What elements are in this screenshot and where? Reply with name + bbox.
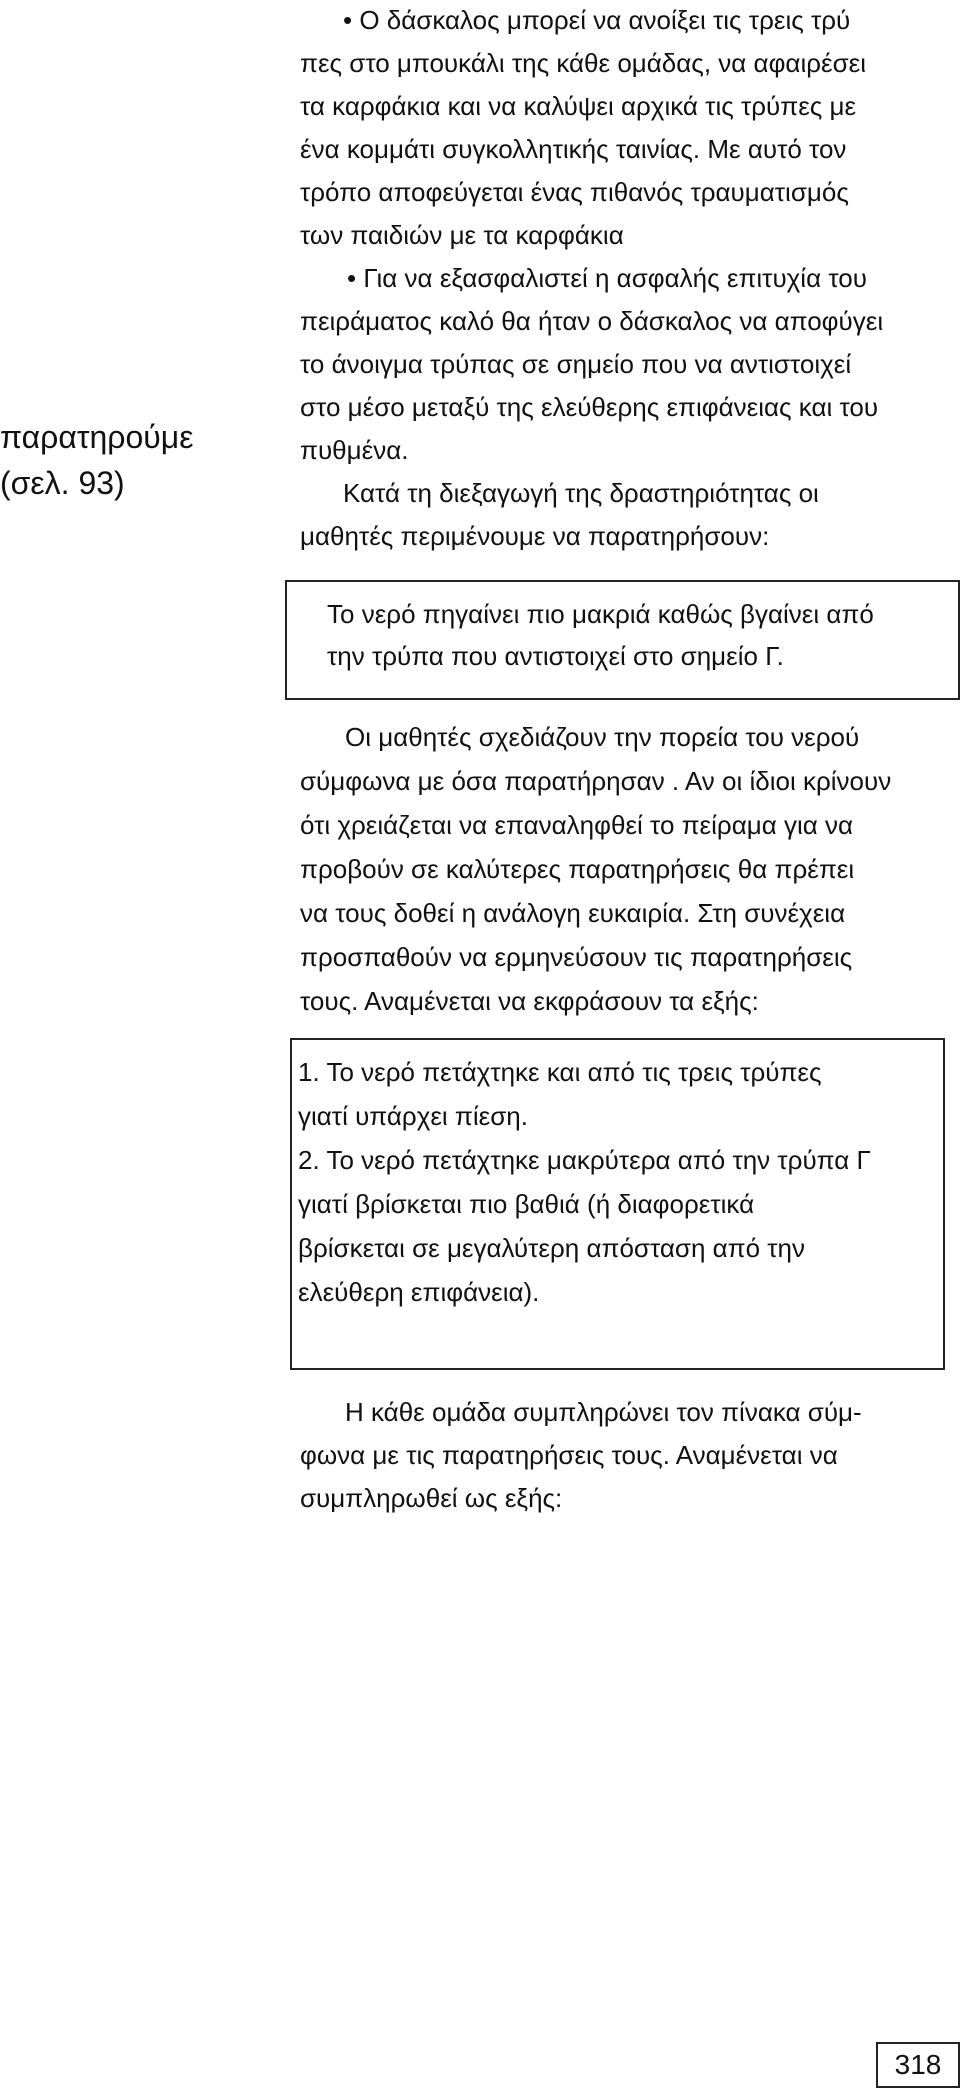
explanation-box <box>290 1038 945 1370</box>
text-line: τα καρφάκια και να καλύψει αρχικά τις τρύπες με <box>300 91 857 121</box>
text-line: στο μέσο μεταξύ της ελεύθερης επιφάνειας και του <box>300 392 879 422</box>
text-line: μαθητές περιμένουμε να παρατηρήσουν: <box>300 521 770 551</box>
text-line: πυθμένα. <box>300 435 409 465</box>
text-line: πες στο μπουκάλι της κάθε ομάδας, να αφαιρέσει <box>300 48 867 78</box>
text-line: προσπαθούν να ερμηνεύσουν τις παρατηρήσεις <box>300 942 853 972</box>
text-line: των παιδιών με τα καρφάκια <box>300 220 624 250</box>
margin-note <box>0 414 193 506</box>
text-line: το άνοιγμα τρύπας σε σημείο που να αντιστοιχεί <box>300 349 852 379</box>
text-line: να τους δοθεί η ανάλογη ευκαιρία. Στη συνέχεια <box>300 898 846 928</box>
text-line: τρόπο αποφεύγεται ένας πιθανός τραυματισμός <box>300 177 849 207</box>
text-line: • Για να εξασφαλιστεί η ασφαλής επιτυχία του <box>347 263 867 293</box>
text-line: σύμφωνα με όσα παρατήρησαν . Αν οι ίδιοι κρίνουν <box>300 766 892 796</box>
text-line: Κατά τη διεξαγωγή της δραστηριότητας οι <box>343 478 819 508</box>
box-line: Το νερό πηγαίνει πιο μακριά καθώς βγαίνει από <box>327 599 874 629</box>
margin-note-line-2: (σελ. 93) <box>0 465 125 501</box>
text-line: ότι χρειάζεται να επαναληφθεί το πείραμα για να <box>300 810 854 840</box>
box-line: γιατί βρίσκεται πιο βαθιά (ή διαφορετικά <box>298 1189 755 1219</box>
box-line: 2. Το νερό πετάχτηκε μακρύτερα από την τρύπα Γ <box>298 1145 871 1175</box>
text-line: Η κάθε ομάδα συμπληρώνει τον πίνακα σύμ- <box>345 1397 862 1427</box>
text-line: φωνα με τις παρατηρήσεις τους. Αναμένεται να <box>300 1440 838 1470</box>
margin-note-line-1: παρατηρούμε <box>0 419 194 455</box>
text-line: προβούν σε καλύτερες παρατηρήσεις θα πρέπει <box>300 854 855 884</box>
observation-box <box>285 580 960 700</box>
text-line: • Ο δάσκαλος μπορεί να ανοίξει τις τρεις τρύ <box>343 5 851 35</box>
text-line: συμπληρωθεί ως εξής: <box>300 1483 563 1513</box>
text-line: Οι μαθητές σχεδιάζουν την πορεία του νερού <box>345 722 860 752</box>
page-number: 318 <box>876 2042 960 2088</box>
text-line: ένα κομμάτι συγκολλητικής ταινίας. Με αυτό τον <box>300 134 847 164</box>
box-line: ελεύθερη επιφάνεια). <box>298 1277 540 1307</box>
box-line: βρίσκεται σε μεγαλύτερη απόσταση από την <box>298 1233 806 1263</box>
box-line: 1. Το νερό πετάχτηκε και από τις τρεις τρύπες <box>298 1057 822 1087</box>
text-line: πειράματος καλό θα ήταν ο δάσκαλος να αποφύγει <box>300 306 884 336</box>
box-line: την τρύπα που αντιστοιχεί στο σημείο Γ. <box>327 641 784 671</box>
text-line: τους. Αναμένεται να εκφράσουν τα εξής: <box>300 986 759 1016</box>
box-line: γιατί υπάρχει πίεση. <box>298 1101 528 1131</box>
